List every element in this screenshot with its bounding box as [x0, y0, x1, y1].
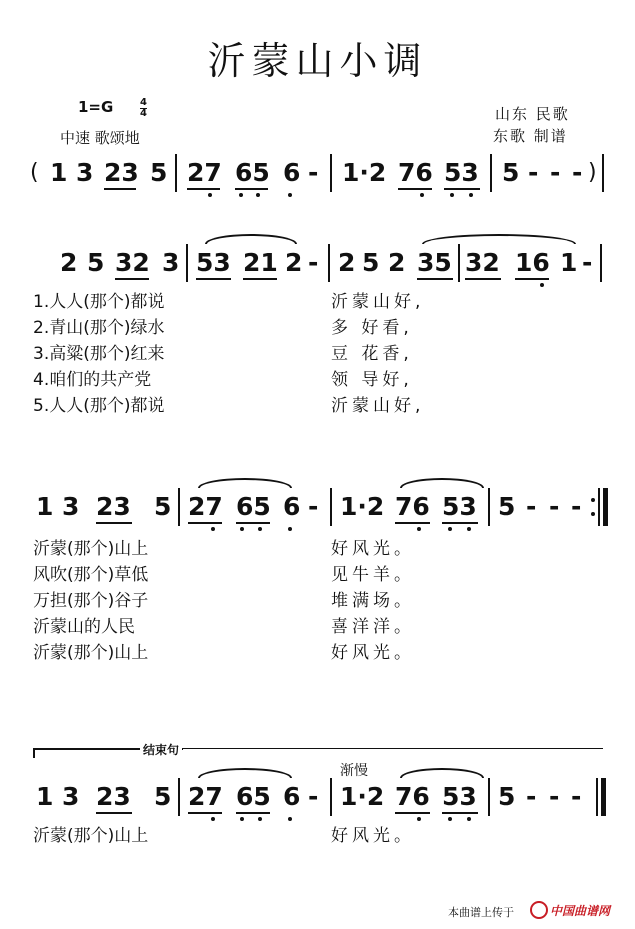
- slur: [198, 768, 292, 778]
- note: 2: [338, 248, 356, 277]
- bar-line: [186, 244, 188, 282]
- note: 27: [188, 492, 223, 521]
- eighth-underline: [395, 812, 430, 814]
- low-octave-dot: [467, 817, 471, 821]
- repeat-dot: [591, 498, 595, 502]
- note: 1: [50, 158, 68, 187]
- eighth-underline: [442, 522, 478, 524]
- note: -: [571, 782, 582, 811]
- lyric-right: 喜洋洋。: [331, 617, 415, 637]
- page-title: 沂蒙山小调: [207, 39, 428, 83]
- note: 5: [154, 782, 172, 811]
- slur: [422, 234, 576, 244]
- note: 1·2: [342, 158, 387, 187]
- low-octave-dot: [540, 283, 544, 287]
- lyric-left: 沂蒙山的人民: [33, 617, 135, 637]
- bar-line: [488, 778, 490, 816]
- lyric-right: 好风光。: [331, 826, 415, 846]
- lyric-row: [33, 588, 613, 614]
- bar-line: [330, 154, 332, 192]
- lyrics-block-1: [33, 289, 613, 419]
- low-octave-dot: [240, 527, 244, 531]
- tempo-direction: 渐慢: [340, 763, 368, 779]
- note: -: [572, 158, 583, 187]
- note: 21: [243, 248, 278, 277]
- lyric-left: 5.人人(那个)都说: [33, 396, 165, 416]
- low-octave-dot: [288, 527, 292, 531]
- note: 76: [395, 492, 430, 521]
- lyric-row: [33, 341, 613, 367]
- origin-credit: 山东 民歌: [495, 105, 570, 123]
- site-logo-icon: [530, 901, 548, 919]
- lyric-row: [33, 393, 613, 419]
- low-octave-dot: [240, 817, 244, 821]
- arranger-credit: 东歌 制谱: [493, 127, 568, 145]
- eighth-underline: [196, 278, 231, 280]
- eighth-underline: [187, 188, 220, 190]
- lyric-left: 沂蒙(那个)山上: [33, 643, 149, 663]
- note: 27: [187, 158, 222, 187]
- note: 6: [283, 782, 301, 811]
- eighth-underline: [188, 522, 222, 524]
- staff-line-1: [0, 158, 635, 218]
- eighth-underline: [236, 522, 270, 524]
- bar-line: [596, 778, 598, 816]
- note: 27: [188, 782, 223, 811]
- note: 3: [62, 782, 80, 811]
- site-name-link[interactable]: 中国曲谱网: [550, 904, 611, 918]
- note: -: [308, 492, 319, 521]
- low-octave-dot: [448, 817, 452, 821]
- note: 5: [87, 248, 105, 277]
- note: -: [528, 158, 539, 187]
- lyric-right: 堆满场。: [331, 591, 415, 611]
- bar-line: [600, 244, 602, 282]
- lyric-row: [33, 315, 613, 341]
- note: 65: [236, 782, 271, 811]
- note: 32: [115, 248, 150, 277]
- note: 2: [60, 248, 78, 277]
- note: 1·2: [340, 492, 385, 521]
- bar-line: [178, 778, 180, 816]
- lyric-right: 领 导好,: [331, 370, 413, 390]
- note: 76: [398, 158, 433, 187]
- low-octave-dot: [239, 193, 243, 197]
- eighth-underline: [465, 278, 501, 280]
- slur: [205, 234, 297, 244]
- low-octave-dot: [288, 193, 292, 197]
- low-octave-dot: [450, 193, 454, 197]
- low-octave-dot: [211, 527, 215, 531]
- bar-line: [598, 488, 600, 526]
- note: -: [582, 248, 593, 277]
- low-octave-dot: [288, 817, 292, 821]
- lyric-right: 豆 花香,: [331, 344, 413, 364]
- eighth-underline: [96, 522, 132, 524]
- note: 5: [502, 158, 520, 187]
- lyric-right: 沂蒙山好,: [331, 396, 425, 416]
- note: 1: [36, 492, 54, 521]
- ending-bracket-tick: [33, 748, 35, 758]
- time-signature: [140, 98, 147, 119]
- note: -: [550, 158, 561, 187]
- eighth-underline: [398, 188, 432, 190]
- repeat-end-bar: [603, 488, 608, 526]
- note: 3: [62, 492, 80, 521]
- note: 5: [150, 158, 168, 187]
- bar-line: [490, 154, 492, 192]
- lyric-left: 万担(那个)谷子: [33, 591, 149, 611]
- ending-bracket-line: [183, 748, 603, 749]
- note: -: [549, 492, 560, 521]
- note: 23: [96, 782, 131, 811]
- lyric-left: 4.咱们的共产党: [33, 370, 152, 390]
- note: 23: [96, 492, 131, 521]
- lyric-right: 见牛羊。: [331, 565, 415, 585]
- lyrics-block-2: [33, 536, 613, 666]
- bar-line: [602, 154, 604, 192]
- time-signature-top: 4: [140, 97, 147, 108]
- lyric-right: 多 好看,: [331, 318, 413, 338]
- note: 5: [498, 492, 516, 521]
- note: 5: [362, 248, 380, 277]
- note: -: [526, 782, 537, 811]
- lyric-left: 3.高粱(那个)红来: [33, 344, 165, 364]
- note: -: [549, 782, 560, 811]
- note: -: [308, 782, 319, 811]
- low-octave-dot: [417, 527, 421, 531]
- final-bar: [601, 778, 606, 816]
- note: 1: [36, 782, 54, 811]
- lyric-right: 好风光。: [331, 643, 415, 663]
- eighth-underline: [243, 278, 277, 280]
- note: (: [30, 160, 39, 185]
- key-signature: 1=G: [78, 98, 114, 116]
- low-octave-dot: [420, 193, 424, 197]
- eighth-underline: [235, 188, 268, 190]
- eighth-underline: [104, 188, 136, 190]
- eighth-underline: [188, 812, 222, 814]
- lyric-left: 2.青山(那个)绿水: [33, 318, 165, 338]
- bar-line: [175, 154, 177, 192]
- note: 23: [104, 158, 139, 187]
- lyric-row: [33, 640, 613, 666]
- lyric-row: [33, 289, 613, 315]
- eighth-underline: [515, 278, 549, 280]
- note: 1·2: [340, 782, 385, 811]
- note: 16: [515, 248, 550, 277]
- note: 6: [283, 158, 301, 187]
- low-octave-dot: [469, 193, 473, 197]
- note: 53: [196, 248, 231, 277]
- lyric-left: 沂蒙(那个)山上: [33, 826, 149, 846]
- note: 6: [283, 492, 301, 521]
- note: 76: [395, 782, 430, 811]
- bar-line: [178, 488, 180, 526]
- eighth-underline: [444, 188, 480, 190]
- bar-line: [328, 244, 330, 282]
- lyric-row: [33, 614, 613, 640]
- bar-line: [488, 488, 490, 526]
- eighth-underline: [417, 278, 453, 280]
- note: 3: [76, 158, 94, 187]
- repeat-dot: [591, 512, 595, 516]
- low-octave-dot: [448, 527, 452, 531]
- note: 53: [444, 158, 479, 187]
- lyric-left: 风吹(那个)草低: [33, 565, 149, 585]
- lyric-right: 好风光。: [331, 539, 415, 559]
- lyric-row: [33, 536, 613, 562]
- lyric-row: [33, 823, 613, 849]
- note: 65: [235, 158, 270, 187]
- slur: [400, 768, 484, 778]
- note: -: [571, 492, 582, 521]
- lyric-row: [33, 562, 613, 588]
- tempo-marking: 中速 歌颂地: [60, 129, 140, 147]
- slur: [400, 478, 484, 488]
- note: 5: [498, 782, 516, 811]
- eighth-underline: [395, 522, 430, 524]
- note: -: [526, 492, 537, 521]
- note: 53: [442, 492, 477, 521]
- lyric-row: [33, 367, 613, 393]
- low-octave-dot: [258, 817, 262, 821]
- bar-line: [330, 778, 332, 816]
- note: 2: [285, 248, 303, 277]
- low-octave-dot: [211, 817, 215, 821]
- low-octave-dot: [417, 817, 421, 821]
- lyric-left: 沂蒙(那个)山上: [33, 539, 149, 559]
- note: ): [588, 160, 597, 185]
- low-octave-dot: [258, 527, 262, 531]
- note: 35: [417, 248, 452, 277]
- note: 53: [442, 782, 477, 811]
- note: 65: [236, 492, 271, 521]
- note: 32: [465, 248, 500, 277]
- eighth-underline: [96, 812, 132, 814]
- eighth-underline: [115, 278, 149, 280]
- slur: [198, 478, 292, 488]
- lyrics-block-3: [33, 823, 613, 849]
- eighth-underline: [236, 812, 270, 814]
- bar-line: [330, 488, 332, 526]
- note: 2: [388, 248, 406, 277]
- low-octave-dot: [208, 193, 212, 197]
- note: -: [308, 248, 319, 277]
- lyric-left: 1.人人(那个)都说: [33, 292, 165, 312]
- note: 5: [154, 492, 172, 521]
- footer-uploaded-text: 本曲谱上传于: [448, 906, 514, 919]
- low-octave-dot: [256, 193, 260, 197]
- time-signature-bottom: 4: [140, 108, 147, 119]
- eighth-underline: [442, 812, 478, 814]
- note: 3: [162, 248, 180, 277]
- note: 1: [560, 248, 578, 277]
- bar-line: [458, 244, 460, 282]
- lyric-right: 沂蒙山好,: [331, 292, 425, 312]
- ending-label: 结束句: [140, 741, 182, 758]
- low-octave-dot: [467, 527, 471, 531]
- note: -: [308, 158, 319, 187]
